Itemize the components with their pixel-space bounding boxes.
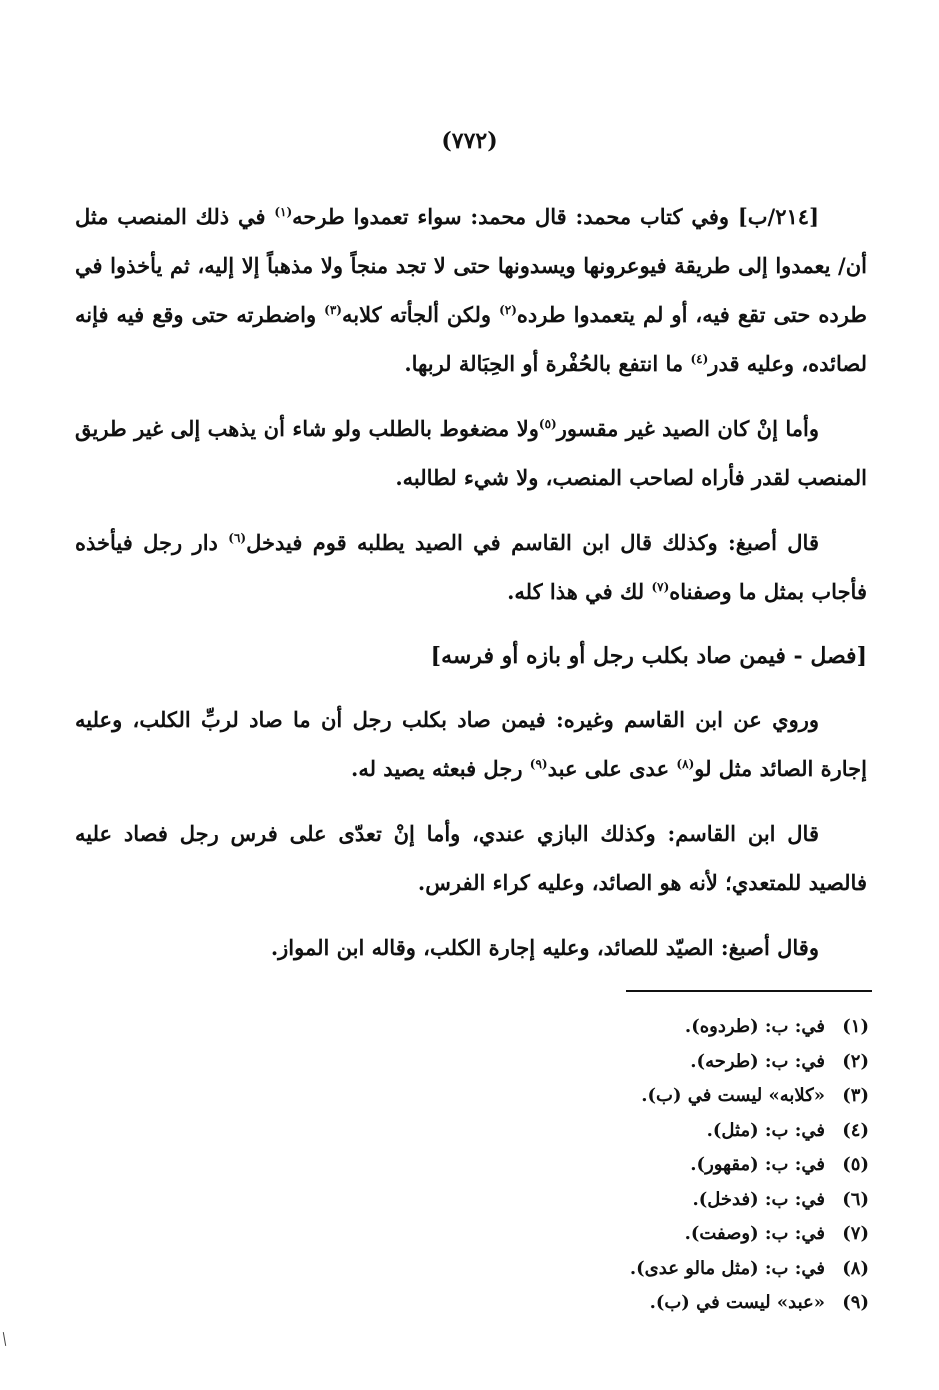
footnote-separator (626, 990, 872, 992)
paragraph-1 (75, 192, 867, 388)
text-run: في ذلك المنصب مثل أن/ يعمدوا إلى طريقة فيوعرونها ويسدونها حتى لا تجد منجاً ولا مذهباً إلا إليه، ثم يأخذوا في طرده حتى تقع فيه، أو لم يتعمدوا طرده (75, 204, 867, 327)
paragraph-2 (75, 404, 867, 502)
text-run: وروي عن ابن القاسم وغيره: فيمن صاد بكلب رجل أن ما صاد لربِّ الكلب، وعليه إجارة الصائد مثل لو (75, 707, 867, 781)
text-run: قال أصبغ: وكذلك قال ابن القاسم في الصيد يطلبه قوم فيدخل (246, 530, 819, 555)
footnote-text: في: ب: (مثل مالو عدى). (629, 1257, 825, 1279)
footnote-text: «عبد» ليست في (ب). (649, 1292, 825, 1313)
text-run: وفي كتاب محمد: قال محمد: سواء تعمدوا طرحه (292, 204, 730, 229)
section-heading: [فصل - فيمن صاد بكلب رجل أو بازه أو فرسه] (430, 643, 867, 669)
paragraph-4 (75, 695, 867, 793)
scan-edge-mark (3, 1332, 6, 1346)
folio-reference: [٢١٤/ب] (737, 204, 820, 229)
footnote-number: (٦) (842, 1188, 869, 1210)
footnote-text: في: ب: (مثل). (706, 1119, 825, 1141)
footnote-ref: (٦) (228, 531, 247, 545)
footnote-number: (٢) (842, 1050, 869, 1072)
text-run: ولا مضغوط بالطلب ولو شاء أن يذهب إلى غير طريق المنصب لقدر فأراه لصاحب المنصب، ولا شيء لطالبه. (75, 416, 867, 490)
footnote-ref: (٣) (324, 303, 342, 317)
footnote-text: في: ب: (فدخل). (692, 1188, 825, 1210)
text-run: وقال أصبغ: الصيّد للصائد، وعليه إجارة الكلب، وقاله ابن المواز. (270, 935, 819, 960)
footnote-item (449, 1045, 869, 1080)
main-text (75, 192, 867, 988)
footnote-item (449, 1183, 869, 1218)
footnote-text: في: ب: (مقهور). (690, 1154, 825, 1175)
paragraph-3 (75, 518, 867, 616)
footnote-text: في: ب: (طردوه). (684, 1016, 825, 1037)
footnote-ref: (٨) (676, 757, 695, 771)
text-run: لك في هذا كله. (507, 579, 652, 604)
footnote-ref: (٤) (690, 352, 709, 366)
footnote-item (449, 1079, 869, 1114)
footnote-number: (٨) (842, 1257, 869, 1279)
text-run: قال ابن القاسم: وكذلك البازي عندي، وأما إنْ تعدّى على فرس رجل فصاد عليه فالصيد للمتعدي؛ لأنه هو الصائد، وعليه كراء الفرس. (75, 821, 867, 895)
footnote-ref: (٥) (538, 417, 557, 431)
footnote-item (449, 1217, 869, 1252)
footnote-ref: (١) (274, 205, 293, 219)
footnote-text: في: ب: (وصفت). (684, 1223, 825, 1244)
footnote-number: (٤) (842, 1119, 869, 1141)
footnote-ref: (٧) (651, 580, 670, 594)
page-number: (٧٧٢) (441, 128, 498, 154)
footnote-item (449, 1114, 869, 1149)
footnote-ref: (٢) (499, 303, 517, 317)
text-run: دار رجل فيأخذه فأجاب بمثل ما وصفناه (75, 530, 867, 604)
footnote-text: في: ب: (طرحه). (690, 1050, 825, 1072)
text-run: واضطرته حتى وقع فيه فإنه لصائده، وعليه قدر (75, 302, 867, 376)
footnote-number: (٥) (842, 1154, 869, 1175)
text-run: وأما إنْ كان الصيد غير مقسور (556, 416, 819, 441)
paragraph-5 (75, 809, 867, 907)
footnote-number: (١) (842, 1016, 869, 1037)
text-run: ولكن ألجأته كلابه (341, 302, 500, 327)
paragraph-6 (75, 923, 867, 972)
text-run: ما انتفع بالحُفْرة أو الحِبَالة لربها. (404, 351, 691, 376)
footnotes-list (449, 1010, 869, 1321)
text-run: رجل فبعثه يصيد له. (351, 756, 530, 781)
footnote-item (449, 1148, 869, 1183)
footnote-ref: (٩) (529, 757, 548, 771)
footnote-number: (٩) (842, 1292, 869, 1313)
footnote-text: «كلابه» ليست في (ب). (641, 1085, 825, 1106)
footnote-number: (٧) (842, 1223, 869, 1244)
footnote-item (449, 1286, 869, 1321)
footnote-item (449, 1252, 869, 1287)
text-run: عدى على عبد (547, 756, 677, 781)
footnote-number: (٣) (842, 1085, 869, 1106)
footnote-item (449, 1010, 869, 1045)
